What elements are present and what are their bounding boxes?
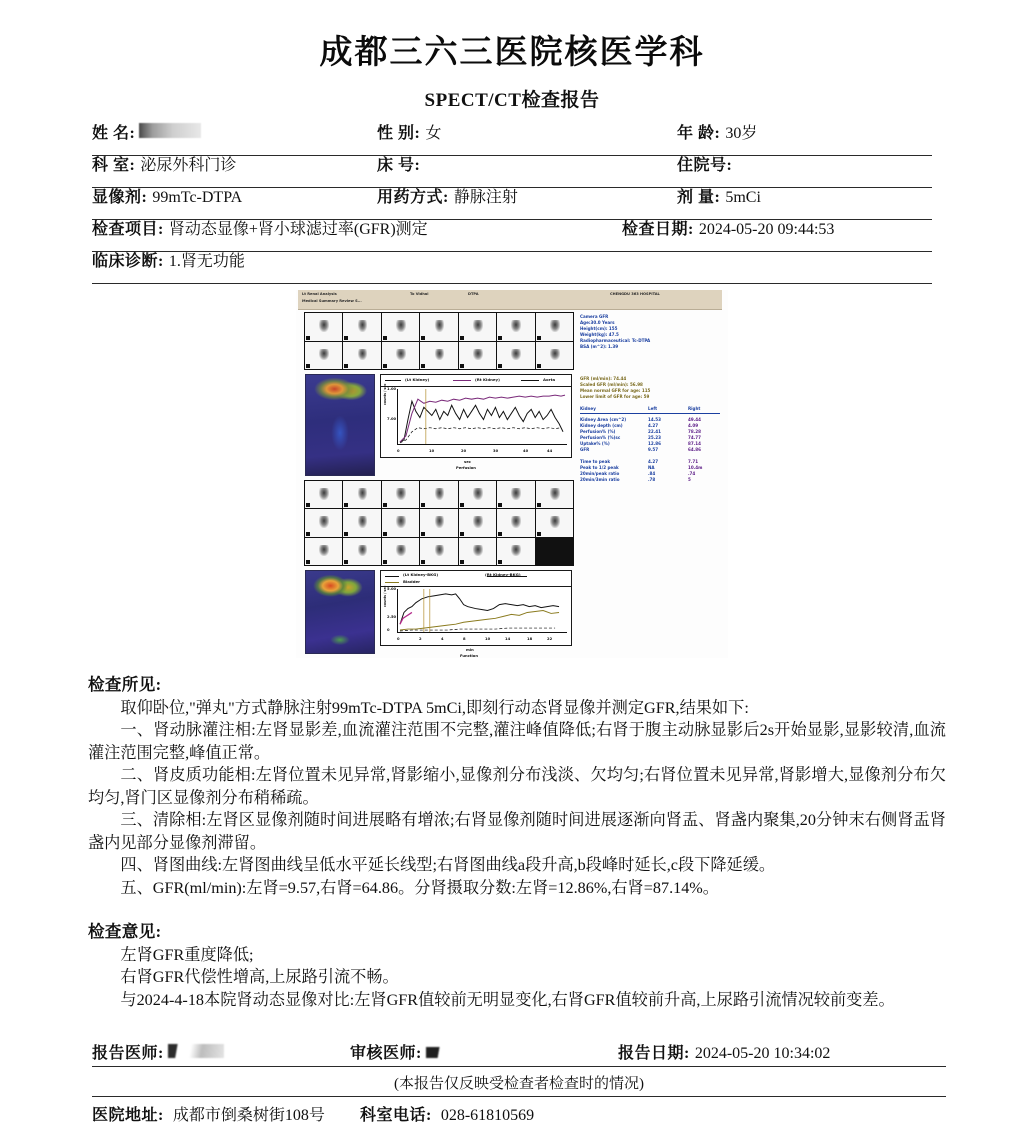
scan-row-0-right: 49.44 <box>688 417 701 422</box>
scan-gfr-3: Lower limit of GFR for age: 59 <box>580 394 650 399</box>
scan-frame <box>497 342 534 370</box>
perfusion-y-mid: 7.00 <box>387 417 397 421</box>
function-xtick-4: 10 <box>485 637 491 641</box>
gender-label: 性 别: <box>377 125 421 142</box>
scan-frame <box>382 509 419 536</box>
reviewing-doctor <box>350 1040 618 1063</box>
hospital-address <box>92 1102 360 1125</box>
report-title: SPECT/CT检查报告 <box>424 90 600 111</box>
function-xtick-7: 22 <box>547 637 553 641</box>
scan-frame <box>343 342 380 370</box>
scan-frame <box>305 342 342 370</box>
impression-title: 检查意见: <box>88 922 162 941</box>
field-inpatient-no <box>677 152 932 187</box>
function-xsub: Function <box>460 654 478 658</box>
scan-frame <box>305 313 342 341</box>
scan-table-header-right: Right <box>688 406 701 411</box>
scan-frame <box>382 538 419 565</box>
scan-frame <box>459 481 496 508</box>
perfusion-curve-chart <box>380 374 572 458</box>
scan-row-0-left: 14.53 <box>648 417 661 422</box>
department-label: 科 室: <box>92 157 136 174</box>
perfusion-xtick-5: 44 <box>547 449 553 453</box>
scan-row-5-right: 64.86 <box>688 447 701 452</box>
age-value: 30岁 <box>725 125 758 142</box>
scan-row2-2-left: .84 <box>648 471 656 476</box>
function-xtick-2: 4 <box>441 637 444 641</box>
exam-item-label: 检查项目: <box>92 221 164 238</box>
department-phone <box>360 1102 946 1125</box>
scan-row-0-label: Kidney Area (cm^2) <box>580 417 627 422</box>
scan-row2-3-label: 20min/3min ratio <box>580 477 620 482</box>
scan-info-5: BSA (m^2): 1.39 <box>580 344 619 349</box>
perfusion-legend-1: (Rt Kidney) <box>475 377 500 382</box>
impression-item-1: 右肾GFR代偿性增高,上尿路引流不畅。 <box>120 968 399 986</box>
scan-row2-2-right: .74 <box>688 471 696 476</box>
reviewing-doctor-label: 审核医师: <box>350 1045 422 1062</box>
scan-row-5-label: GFR <box>580 447 590 452</box>
scan-info-1: Age:30.0 Years <box>580 320 615 325</box>
scan-row-3-right: 74.77 <box>688 435 701 440</box>
scan-row-4-left: 12.86 <box>648 441 661 446</box>
field-gender <box>377 120 677 155</box>
tracer-value: 99mTc-DTPA <box>152 189 243 206</box>
info-row-diagnosis <box>92 252 932 284</box>
name-label: 姓 名: <box>92 125 136 142</box>
scan-row-1-left: 4.27 <box>648 423 659 428</box>
function-xtick-6: 18 <box>527 637 533 641</box>
scan-gfr-1: Scaled GFR (ml/min): 56.98 <box>580 382 643 387</box>
field-tracer <box>92 184 377 219</box>
scan-row2-2-label: 20min/peak ratio <box>580 471 620 476</box>
scan-row-3-left: 25.23 <box>648 435 661 440</box>
scan-row-2-left: 22.41 <box>648 429 661 434</box>
scan-row-4-label: Uptake% (%) <box>580 441 610 446</box>
scan-info-2: Height(cm): 155 <box>580 326 618 331</box>
findings-item-0: 一、肾动脉灌注相:左肾显影差,血流灌注范围不完整,灌注峰值降低;右肾于腹主动脉显影后2s开始显影,显影较清,血流灌注范围完整,峰值正常。 <box>88 721 946 762</box>
inpatient-label: 住院号: <box>677 157 733 174</box>
scan-frame <box>536 481 573 508</box>
perfusion-xtick-4: 40 <box>523 449 529 453</box>
scan-row-1-label: Kidney depth (cm) <box>580 423 623 428</box>
color-perfusion-image <box>305 374 375 476</box>
field-route <box>377 184 677 219</box>
function-xlabel: min <box>466 648 474 652</box>
department-value: 泌尿外科门诊 <box>140 157 237 174</box>
tracer-label: 显像剂: <box>92 189 148 206</box>
reporting-doctor <box>92 1040 350 1063</box>
diagnosis-label: 临床诊断: <box>92 253 164 270</box>
exam-date-value: 2024-05-20 09:44:53 <box>698 221 835 238</box>
hospital-name: 成都三六三医院核医学科 <box>319 32 705 71</box>
disclaimer: (本报告仅反映受检查者检查时的情况) <box>92 1067 946 1097</box>
scan-frame <box>305 538 342 565</box>
field-dose <box>677 184 932 219</box>
exam-date-label: 检查日期: <box>622 221 694 238</box>
function-legend <box>381 571 571 587</box>
reporting-doctor-signature <box>168 1044 224 1058</box>
perfusion-xlabel: sec <box>464 460 471 464</box>
scan-frame <box>420 313 457 341</box>
scan-banner-text-4: CHENGDU 363 HOSPITAL <box>610 292 660 296</box>
bed-label: 床 号: <box>377 157 421 174</box>
scan-banner-text-0: Lt Renal Analysis <box>302 292 337 296</box>
scan-row2-3-left: .78 <box>648 477 656 482</box>
scan-frame <box>459 538 496 565</box>
scan-frame <box>497 481 534 508</box>
function-legend-2: Bladder <box>403 579 421 584</box>
scan-frame <box>497 509 534 536</box>
diagnosis-value: 1.肾无功能 <box>168 253 245 270</box>
scan-frame <box>343 509 380 536</box>
scan-row-2-right: 78.28 <box>688 429 701 434</box>
function-xtick-1: 2 <box>419 637 422 641</box>
scan-row2-0-left: 4.27 <box>648 459 659 464</box>
field-age <box>677 120 932 155</box>
scan-frame <box>459 342 496 370</box>
reviewing-doctor-signature <box>426 1047 452 1058</box>
function-xtick-0: 0 <box>397 637 400 641</box>
function-xtick-3: 8 <box>463 637 466 641</box>
findings-item-4: 五、GFR(ml/min):左肾=9.57,右肾=64.86。分肾摄取分数:左肾=12.86%,右肾=87.14%。 <box>120 878 719 897</box>
perfusion-xtick-1: 10 <box>429 449 435 453</box>
reporting-doctor-label: 报告医师: <box>92 1045 164 1062</box>
scan-frame <box>536 313 573 341</box>
scan-row-5-left: 9.57 <box>648 447 659 452</box>
scan-frame <box>305 481 342 508</box>
scan-row-2-label: Perfusion% (%) <box>580 429 616 434</box>
scan-row2-1-right: 10.4m <box>688 465 703 470</box>
patient-info-table <box>92 124 932 284</box>
findings-item-3: 四、肾图曲线:左肾图曲线呈低水平延长线型;右肾图曲线a段升高,b段峰时延长,c段下降延缓。 <box>120 856 776 874</box>
scan-table-rule <box>580 413 720 414</box>
field-exam-item <box>92 216 622 251</box>
findings-item-2: 三、清除相:左肾区显像剂随时间进展略有增浓;右肾显像剂随时间进展逐渐向肾盂、肾盏内聚集,20分钟末右侧肾盂肾盏内见部分显像剂滞留。 <box>88 811 946 852</box>
name-redaction <box>139 123 201 138</box>
exam-item-value: 肾动态显像+肾小球滤过率(GFR)测定 <box>168 221 428 238</box>
report-date-label: 报告日期: <box>618 1045 690 1062</box>
scan-frame <box>536 342 573 370</box>
scan-frame <box>420 509 457 536</box>
route-label: 用药方式: <box>377 189 449 206</box>
scan-row2-3-right: 5 <box>688 477 691 482</box>
report-date <box>618 1040 946 1063</box>
field-diagnosis <box>92 248 932 283</box>
address-label: 医院地址: <box>92 1107 164 1124</box>
age-label: 年 龄: <box>677 125 721 142</box>
scan-gfr-0: GFR (ml/min): 74.44 <box>580 376 627 381</box>
function-legend-1: (Rt Kidney-BKG) <box>485 572 521 577</box>
perfusion-xtick-2: 20 <box>461 449 467 453</box>
scan-row-3-label: Perfusion% (%)sc <box>580 435 621 440</box>
scan-frame <box>497 538 534 565</box>
perfusion-legend-0: (Lt Kidney) <box>405 377 430 382</box>
scan-banner <box>298 290 722 310</box>
scan-frame <box>343 538 380 565</box>
frame-grid-function <box>304 480 574 566</box>
scan-banner-text-2: To Vidhal <box>410 292 429 296</box>
perfusion-legend-2: Aorta <box>543 377 556 382</box>
scan-image-wrapper <box>296 290 728 658</box>
scan-row-4-right: 87.14 <box>688 441 701 446</box>
function-curves-svg <box>398 589 567 632</box>
scan-frame <box>497 313 534 341</box>
findings-title: 检查所见: <box>88 675 162 694</box>
phone-label: 科室电话: <box>360 1107 432 1124</box>
scan-row2-1-left: NA <box>648 465 655 470</box>
scan-frame <box>459 509 496 536</box>
impression-item-0: 左肾GFR重度降低; <box>120 945 254 964</box>
function-y-zero: 0 <box>387 628 390 632</box>
scan-frame <box>343 481 380 508</box>
scan-banner-text-3: DTPA <box>468 292 479 296</box>
dose-label: 剂 量: <box>677 189 721 206</box>
scan-row2-1-label: Peak to 1/2 peak <box>580 465 619 470</box>
function-legend-0: (Lt Kidney-BKG) <box>403 572 439 577</box>
signature-row <box>92 1033 946 1067</box>
route-value: 静脉注射 <box>453 189 518 206</box>
scan-frame <box>382 481 419 508</box>
impression-item-2: 与2024-4-18本院肾动态显像对比:左肾GFR值较前无明显变化,右肾GFR值较前升高,上尿路引流情况较前变差。 <box>120 990 895 1009</box>
report-date-value: 2024-05-20 10:34:02 <box>694 1045 831 1062</box>
field-bed <box>377 152 677 187</box>
findings-section <box>88 674 946 899</box>
scan-frame <box>343 313 380 341</box>
scan-table-header-left: Left <box>648 406 658 411</box>
perfusion-xtick-3: 30 <box>493 449 499 453</box>
function-y-mid: 2.50 <box>387 615 397 619</box>
spect-scan-printout <box>296 290 728 658</box>
address-value: 成都市倒桑树街108号 <box>172 1107 325 1124</box>
function-ylabel: counts / sec <box>383 585 387 607</box>
perfusion-legend <box>381 375 571 387</box>
scan-info-0: Camera GFR <box>580 314 609 319</box>
scan-frame <box>382 342 419 370</box>
scan-frame <box>420 538 457 565</box>
scan-row2-0-right: 7.71 <box>688 459 699 464</box>
field-name <box>92 120 377 155</box>
scan-row2-0-label: Time to peak <box>580 459 611 464</box>
scan-frame <box>536 509 573 536</box>
frame-grid-perfusion <box>304 312 574 370</box>
scan-frame <box>305 509 342 536</box>
color-function-image <box>305 570 375 654</box>
gender-value: 女 <box>425 125 442 142</box>
hospital-contact <box>92 1097 946 1125</box>
scan-frame <box>459 313 496 341</box>
scan-info-4: Radiopharmaceutical: Tc-DTPA <box>580 338 651 343</box>
findings-item-1: 二、肾皮质功能相:左肾位置未见异常,肾影缩小,显像剂分布浅淡、欠均匀;右肾位置未见异常,肾影增大,显像剂分布欠均匀,肾门区显像剂分布稍稀疏。 <box>88 766 946 807</box>
phone-value: 028-61810569 <box>440 1107 535 1124</box>
perfusion-ylabel: counts / sec <box>383 383 387 405</box>
scan-frame <box>420 481 457 508</box>
scan-table-header-kidney: Kidney <box>580 406 596 411</box>
function-xtick-5: 14 <box>505 637 511 641</box>
function-curve-chart <box>380 570 572 646</box>
scan-frame <box>420 342 457 370</box>
scan-info-3: Weight(kg): 47.5 <box>580 332 619 337</box>
function-y-top: 5.00 <box>387 587 397 591</box>
perfusion-y-top: 1.00 <box>387 387 397 391</box>
scan-banner-text-1: Medical Summary Review S... <box>302 299 362 303</box>
perfusion-xtick-0: 0 <box>397 449 400 453</box>
impression-section <box>88 921 946 1011</box>
perfusion-curves-svg <box>398 389 567 444</box>
scan-gfr-2: Mean normal GFR for age: 115 <box>580 388 651 393</box>
dose-value: 5mCi <box>725 189 761 206</box>
field-exam-date <box>622 216 932 251</box>
scan-row-1-right: 4.09 <box>688 423 699 428</box>
scan-frame <box>382 313 419 341</box>
field-department <box>92 152 377 187</box>
perfusion-xsub: Perfusion <box>456 466 476 470</box>
findings-intro: 取仰卧位,"弹丸"方式静脉注射99mTc-DTPA 5mCi,即刻行动态肾显像并测定GFR,结果如下: <box>120 698 749 717</box>
